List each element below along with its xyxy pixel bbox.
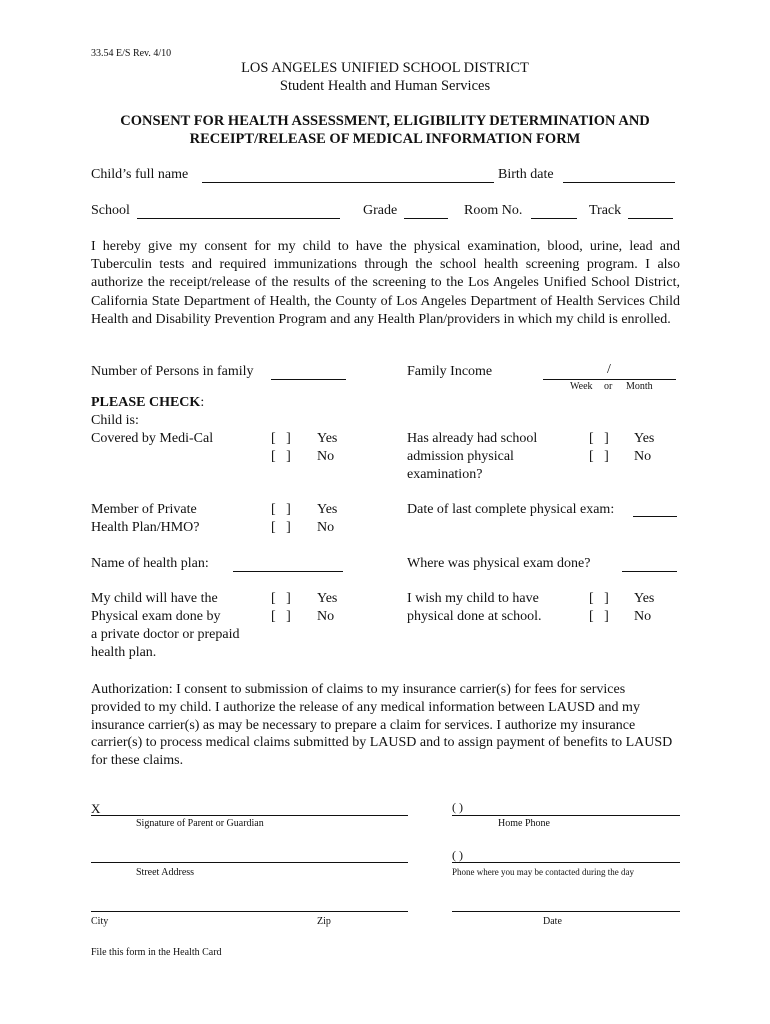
city-label: City [91, 916, 109, 927]
private-doctor-question-line3: a private doctor or prepaid [91, 627, 240, 642]
home-phone-field[interactable] [452, 815, 680, 816]
medi-cal-no-label: No [317, 449, 335, 464]
signature-x-mark: X [91, 801, 101, 816]
track-label: Track [589, 203, 622, 218]
admission-no-checkbox[interactable]: [ ] [589, 449, 609, 464]
authorization-paragraph: Authorization: I consent to submission of claims to my insurance carrier(s) for fees for services provided to my child. I authorize the release of any medical information between LAUSD and my insurance carrier(s) as may be necessary to prepare a claim for services. I authorize my insurance carrier(s) to process medical claims submitted by LAUSD and to assign payment of benefits to LAUSD for these claims. [91, 682, 673, 769]
department-name: Student Health and Human Services [279, 78, 491, 94]
admission-yes-label: Yes [634, 431, 655, 446]
last-exam-field[interactable] [633, 516, 677, 517]
private-doctor-no-checkbox[interactable]: [ ] [271, 609, 291, 624]
private-plan-yes-label: Yes [317, 502, 338, 517]
school-physical-question-line2: physical done at school. [407, 609, 542, 624]
street-address-label: Street Address [136, 867, 195, 878]
private-doctor-no-label: No [317, 609, 335, 624]
day-phone-field[interactable] [452, 862, 680, 863]
school-physical-no-checkbox[interactable]: [ ] [589, 609, 609, 624]
form-title-line2: RECEIPT/RELEASE OF MEDICAL INFORMATION FORM [189, 131, 581, 147]
persons-in-family-label: Number of Persons in family [91, 364, 254, 379]
private-doctor-yes-checkbox[interactable]: [ ] [271, 591, 291, 606]
admission-question-line2: admission physical [407, 449, 514, 464]
room-label: Room No. [464, 203, 523, 218]
medi-cal-yes-checkbox[interactable]: [ ] [271, 431, 291, 446]
school-physical-yes-label: Yes [634, 591, 655, 606]
district-name: LOS ANGELES UNIFIED SCHOOL DISTRICT [241, 60, 529, 76]
month-label: Month [626, 381, 653, 392]
day-phone-area-code: ( ) [452, 848, 463, 862]
date-field[interactable] [452, 911, 680, 912]
medi-cal-no-checkbox[interactable]: [ ] [271, 449, 291, 464]
private-doctor-yes-label: Yes [317, 591, 338, 606]
medi-cal-question: Covered by Medi-Cal [91, 431, 214, 446]
persons-in-family-field[interactable] [271, 379, 346, 380]
private-plan-question-line1: Member of Private [91, 502, 197, 517]
signature-label: Signature of Parent or Guardian [136, 818, 264, 829]
consent-paragraph: I hereby give my consent for my child to have the physical examination, blood, urine, lead and Tuberculin tests and required immunizations through the school health screening program. I also authorize the receipt/release of the results of the screening to the Los Angeles Unified School District, California State Department of Health, the County of Los Angeles Department of Health Services Child Health and Disability Prevention Program and any Health Plan/providers in which my child is enrolled. [91, 239, 680, 327]
income-slash: / [607, 362, 611, 377]
admission-question-line1: Has already had school [407, 431, 538, 446]
private-doctor-question-line1: My child will have the [91, 591, 218, 606]
family-income-field[interactable] [543, 379, 676, 380]
school-physical-yes-checkbox[interactable]: [ ] [589, 591, 609, 606]
child-name-label: Child’s full name [91, 167, 189, 182]
exam-location-field[interactable] [622, 571, 677, 572]
grade-field[interactable] [404, 218, 448, 219]
footer-note: File this form in the Health Card [91, 947, 222, 958]
family-income-label: Family Income [407, 364, 493, 379]
medi-cal-yes-label: Yes [317, 431, 338, 446]
school-field[interactable] [137, 218, 340, 219]
school-label: School [91, 203, 130, 218]
exam-location-label: Where was physical exam done? [407, 556, 591, 571]
private-plan-yes-checkbox[interactable]: [ ] [271, 502, 291, 517]
child-name-field[interactable] [202, 182, 494, 183]
week-label: Week [570, 381, 593, 392]
form-title-line1: CONSENT FOR HEALTH ASSESSMENT, ELIGIBILITY DETERMINATION AND [120, 113, 650, 129]
birth-date-label: Birth date [498, 167, 554, 182]
zip-label: Zip [317, 916, 331, 927]
admission-question-line3: examination? [407, 467, 483, 482]
last-exam-label: Date of last complete physical exam: [407, 502, 615, 517]
grade-label: Grade [363, 203, 398, 218]
city-zip-field[interactable] [91, 911, 408, 912]
date-label: Date [543, 916, 562, 927]
please-check-heading: PLEASE CHECK: [91, 395, 205, 410]
signature-field[interactable] [91, 815, 408, 816]
home-phone-area-code: ( ) [452, 800, 463, 814]
school-physical-question-line1: I wish my child to have [407, 591, 539, 606]
private-plan-no-label: No [317, 520, 335, 535]
or-label: or [604, 381, 613, 392]
admission-yes-checkbox[interactable]: [ ] [589, 431, 609, 446]
form-code: 33.54 E/S Rev. 4/10 [91, 48, 172, 59]
health-plan-name-label: Name of health plan: [91, 556, 209, 571]
private-doctor-question-line4: health plan. [91, 645, 157, 660]
private-plan-no-checkbox[interactable]: [ ] [271, 520, 291, 535]
room-field[interactable] [531, 218, 577, 219]
child-is-label: Child is: [91, 413, 139, 428]
private-plan-question-line2: Health Plan/HMO? [91, 520, 200, 535]
private-doctor-question-line2: Physical exam done by [91, 609, 221, 624]
school-physical-no-label: No [634, 609, 652, 624]
admission-no-label: No [634, 449, 652, 464]
day-phone-label: Phone where you may be contacted during the day [452, 867, 634, 877]
track-field[interactable] [628, 218, 673, 219]
street-address-field[interactable] [91, 862, 408, 863]
birth-date-field[interactable] [563, 182, 675, 183]
health-plan-name-field[interactable] [233, 571, 343, 572]
home-phone-label: Home Phone [498, 818, 550, 829]
